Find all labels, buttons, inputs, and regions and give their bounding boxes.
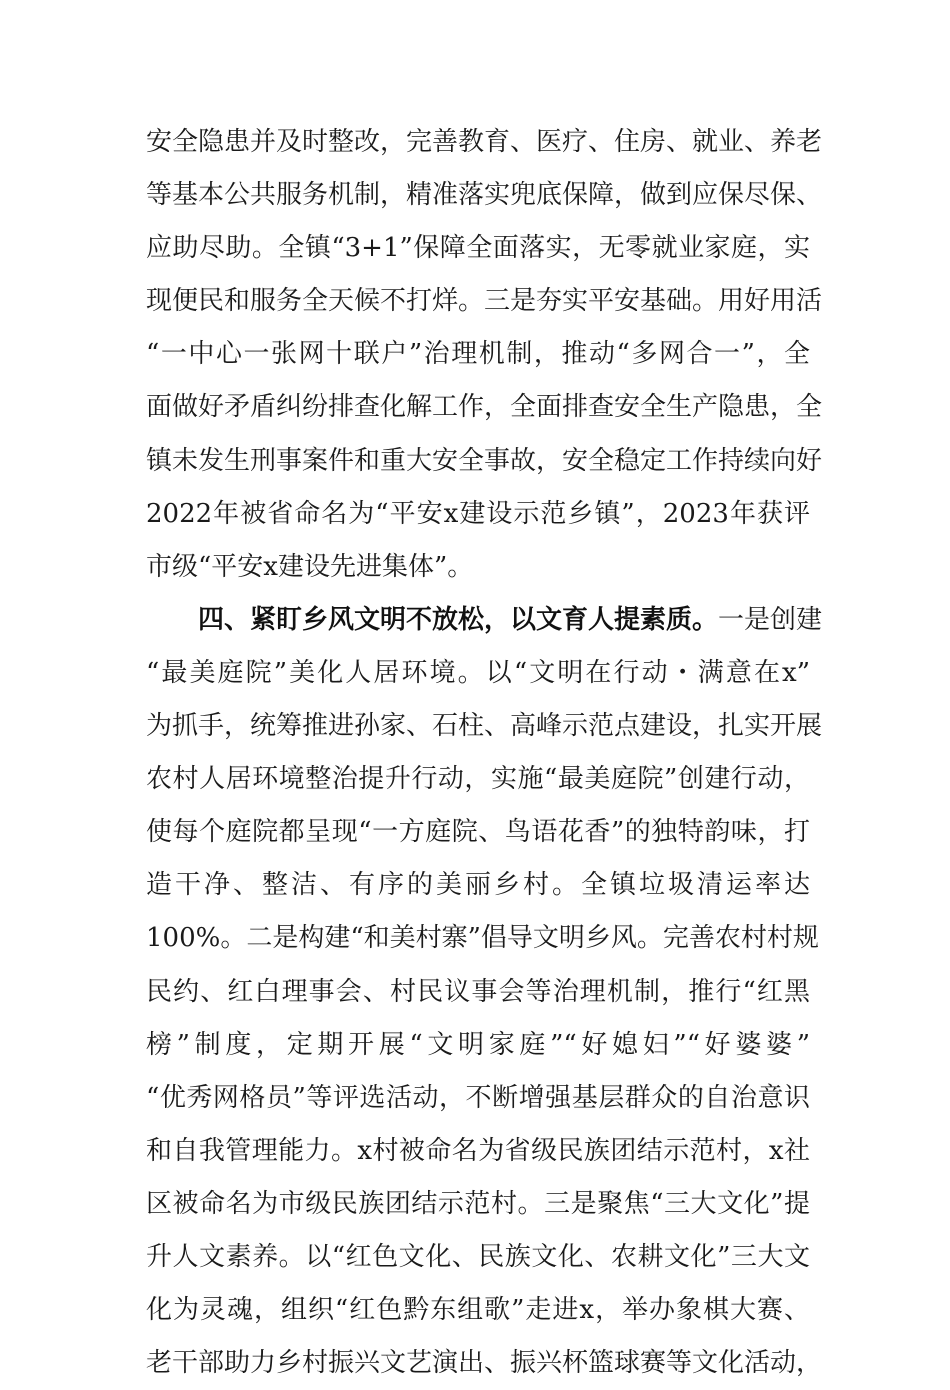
paragraph-1-line: 市级“平安x建设先进集体”。 (146, 551, 474, 582)
paragraph-2-line: 100%。二是构建“和美村寨”倡导文明乡风。完善农村村规 (146, 923, 819, 954)
paragraph-2-line: “最美庭院”美化人居环境。以“文明在行动・满意在x” (146, 657, 810, 688)
paragraph-2-line: 老干部助力乡村振兴文艺演出、振兴杯篮球赛等文化活动， (146, 1348, 823, 1379)
paragraph-2-first-line-text: 一是创建 (718, 604, 823, 635)
paragraph-2-line: 民约、红白理事会、村民议事会等治理机制，推行“红黑 (146, 976, 810, 1007)
section-heading: 四、紧盯乡风文明不放松，以文育人提素质。 (198, 604, 719, 635)
paragraph-2-first-line (146, 594, 823, 647)
paragraph-1-line: 面做好矛盾纠纷排查化解工作，全面排查安全生产隐患，全 (146, 392, 823, 423)
paragraph-2-line: “优秀网格员”等评选活动，不断增强基层群众的自治意识 (146, 1082, 810, 1113)
paragraph-1-line: 安全隐患并及时整改，完善教育、医疗、住房、就业、养老 (146, 127, 823, 157)
paragraph-2-line: 榜”制度，定期开展“文明家庭”“好媳妇”“好婆婆” (146, 1029, 810, 1060)
paragraph-1-line: 镇未发生刑事案件和重大安全事故，安全稳定工作持续向好 (146, 445, 823, 476)
document-body (146, 116, 823, 1390)
paragraph-2-line: 为抓手，统筹推进孙家、石柱、高峰示范点建设，扎实开展 (146, 711, 823, 742)
paragraph-1-line: 等基本公共服务机制，精准落实兜底保障，做到应保尽保、 (146, 180, 823, 211)
paragraph-2-line: 区被命名为市级民族团结示范村。三是聚焦“三大文化”提 (146, 1188, 810, 1219)
paragraph-2-line: 农村人居环境整治提升行动，实施“最美庭院”创建行动， (146, 764, 810, 795)
paragraph-1-line: “一中心一张网十联户”治理机制，推动“多网合一”，全 (146, 339, 810, 370)
paragraph-2-line: 升人文素养。以“红色文化、民族文化、农耕文化”三大文 (146, 1241, 810, 1272)
paragraph-2-line: 化为灵魂，组织“红色黔东组歌”走进x，举办象棋大赛、 (146, 1295, 810, 1326)
paragraph-1-line: 2022年被省命名为“平安x建设示范乡镇”，2023年获评 (146, 498, 810, 529)
paragraph-2-line: 和自我管理能力。x村被命名为省级民族团结示范村，x社 (146, 1135, 810, 1166)
paragraph-2-line: 造干净、整洁、有序的美丽乡村。全镇垃圾清运率达 (146, 870, 810, 901)
paragraph-1-line: 现便民和服务全天候不打烊。三是夯实平安基础。用好用活 (146, 286, 823, 317)
paragraph-1-line: 应助尽助。全镇“3+1”保障全面落实，无零就业家庭，实 (146, 233, 810, 264)
paragraph-2-line: 使每个庭院都呈现“一方庭院、鸟语花香”的独特韵味，打 (146, 817, 810, 848)
